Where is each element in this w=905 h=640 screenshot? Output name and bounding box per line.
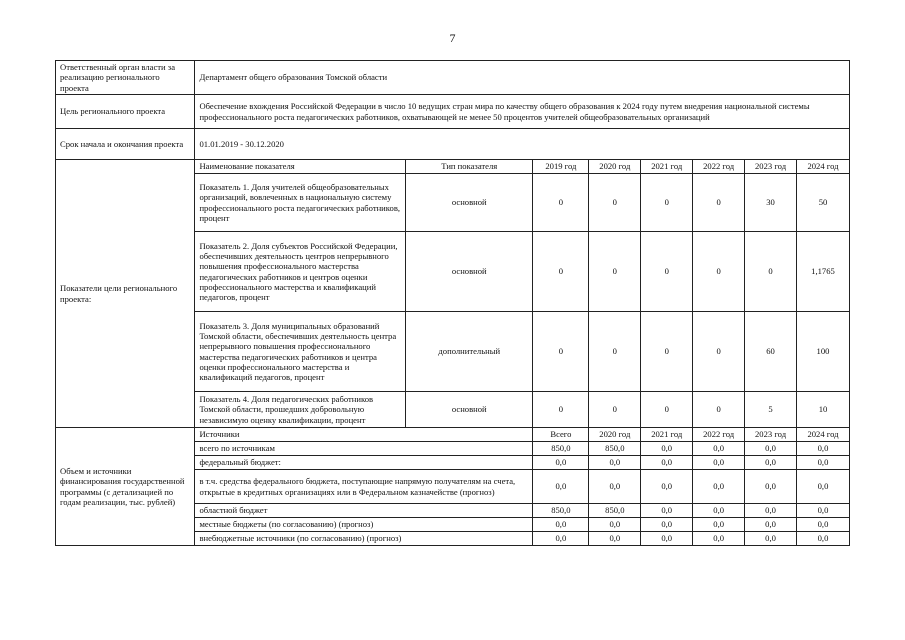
indicator-value: 0 — [693, 392, 745, 428]
indicator-value: 0 — [589, 312, 641, 392]
indicator-value: 0 — [693, 312, 745, 392]
indicator-value: 0 — [693, 174, 745, 232]
project-goal-value: Обеспечение вхождения Российской Федерации в число 10 ведущих стран мира по качеству общего образования к 2024 году путем внедрения национальной системы профессионального роста педагогических работников, охватывающей не менее 50 процентов учителей общеобразовательных организаций — [195, 95, 850, 129]
financing-value: 0,0 — [693, 504, 745, 518]
financing-value: 0,0 — [797, 504, 850, 518]
indicator-type: дополнительный — [406, 312, 533, 392]
indicator-type-header: Тип показателя — [406, 160, 533, 174]
financing-value: 0,0 — [797, 518, 850, 532]
financing-value: 0,0 — [745, 532, 797, 546]
financing-value: 0,0 — [589, 470, 641, 504]
financing-value: 0,0 — [589, 532, 641, 546]
responsible-body-row — [56, 61, 850, 95]
financing-value: 0,0 — [641, 518, 693, 532]
passport-table — [55, 60, 850, 546]
financing-value: 0,0 — [641, 456, 693, 470]
financing-header-row — [56, 428, 850, 442]
financing-value: 0,0 — [693, 532, 745, 546]
financing-value: 850,0 — [589, 442, 641, 456]
financing-value: 0,0 — [745, 470, 797, 504]
year-header: 2022 год — [693, 160, 745, 174]
project-period-label: Срок начала и окончания проекта — [56, 129, 195, 160]
financing-value: 0,0 — [641, 504, 693, 518]
page-number: 7 — [449, 31, 456, 45]
financing-column-header: 2021 год — [641, 428, 693, 442]
indicator-value: 60 — [745, 312, 797, 392]
indicator-value: 0 — [533, 232, 589, 312]
financing-column-header: 2024 год — [797, 428, 850, 442]
indicators-label: Показатели цели регионального проекта: — [56, 160, 195, 428]
table-body — [56, 61, 850, 546]
indicator-type: основной — [406, 174, 533, 232]
financing-value: 0,0 — [641, 442, 693, 456]
indicator-value: 10 — [797, 392, 850, 428]
indicator-value: 5 — [745, 392, 797, 428]
indicator-value: 1,1765 — [797, 232, 850, 312]
financing-value: 0,0 — [533, 470, 589, 504]
financing-value: 0,0 — [797, 532, 850, 546]
financing-source-name: федеральный бюджет: — [195, 456, 533, 470]
year-header: 2024 год — [797, 160, 850, 174]
indicator-value: 0 — [693, 232, 745, 312]
responsible-body-label: Ответственный орган власти за реализацию регионального проекта — [56, 61, 195, 95]
year-header: 2023 год — [745, 160, 797, 174]
indicator-type: основной — [406, 232, 533, 312]
indicator-value: 0 — [641, 392, 693, 428]
financing-value: 0,0 — [641, 532, 693, 546]
indicator-value: 0 — [533, 392, 589, 428]
indicator-name: Показатель 1. Доля учителей общеобразовательных организаций, вовлеченных в национальную систему профессионального роста педагогических работников, процент — [195, 174, 406, 232]
indicator-type: основной — [406, 392, 533, 428]
indicator-value: 0 — [641, 174, 693, 232]
financing-value: 0,0 — [745, 442, 797, 456]
financing-column-header: 2022 год — [693, 428, 745, 442]
financing-source-name: внебюджетные источники (по согласованию) (прогноз) — [195, 532, 533, 546]
financing-value: 0,0 — [797, 470, 850, 504]
financing-column-header: 2023 год — [745, 428, 797, 442]
indicator-value: 0 — [641, 232, 693, 312]
indicator-name: Показатель 2. Доля субъектов Российской Федерации, обеспечивших деятельность центров непрерывного повышения профессионального мастерства педагогических работников и центров оценки профессионального мастерства и квалификаций педагогов, процент — [195, 232, 406, 312]
financing-source-name: местные бюджеты (по согласованию) (прогноз) — [195, 518, 533, 532]
indicator-value: 0 — [745, 232, 797, 312]
project-period-value: 01.01.2019 - 30.12.2020 — [195, 129, 850, 160]
financing-value: 0,0 — [533, 532, 589, 546]
year-header: 2020 год — [589, 160, 641, 174]
financing-value: 0,0 — [533, 518, 589, 532]
financing-source-name: областной бюджет — [195, 504, 533, 518]
financing-value: 850,0 — [533, 504, 589, 518]
year-header: 2019 год — [533, 160, 589, 174]
indicator-name-header: Наименование показателя — [195, 160, 406, 174]
financing-value: 0,0 — [589, 518, 641, 532]
indicator-value: 0 — [533, 312, 589, 392]
financing-value: 0,0 — [797, 442, 850, 456]
indicator-value: 0 — [533, 174, 589, 232]
financing-column-header: 2020 год — [589, 428, 641, 442]
financing-value: 0,0 — [693, 456, 745, 470]
indicator-value: 0 — [589, 174, 641, 232]
financing-column-header: Всего — [533, 428, 589, 442]
indicator-value: 0 — [641, 312, 693, 392]
indicator-value: 50 — [797, 174, 850, 232]
financing-value: 0,0 — [745, 456, 797, 470]
project-goal-row — [56, 95, 850, 129]
indicator-value: 30 — [745, 174, 797, 232]
responsible-body-value: Департамент общего образования Томской области — [195, 61, 850, 95]
indicator-value: 0 — [589, 392, 641, 428]
financing-value: 0,0 — [589, 456, 641, 470]
financing-value: 0,0 — [745, 504, 797, 518]
financing-source-name: в т.ч. средства федерального бюджета, поступающие напрямую получателям на счета, открытые в кредитных организациях или в Федеральном казначействе (прогноз) — [195, 470, 533, 504]
financing-value: 0,0 — [693, 518, 745, 532]
financing-label: Объем и источники финансирования государственной программы (с детализацией по годам реализации, тыс. рублей) — [56, 428, 195, 546]
financing-value: 0,0 — [693, 470, 745, 504]
indicator-value: 0 — [589, 232, 641, 312]
financing-value: 0,0 — [533, 456, 589, 470]
year-header: 2021 год — [641, 160, 693, 174]
project-period-row — [56, 129, 850, 160]
financing-value: 0,0 — [693, 442, 745, 456]
indicator-value: 100 — [797, 312, 850, 392]
financing-value: 0,0 — [641, 470, 693, 504]
financing-value: 0,0 — [797, 456, 850, 470]
project-goal-label: Цель регионального проекта — [56, 95, 195, 129]
financing-value: 850,0 — [589, 504, 641, 518]
financing-value: 0,0 — [745, 518, 797, 532]
indicator-name: Показатель 3. Доля муниципальных образований Томской области, обеспечивших деятельность центра непрерывного повышения профессионального мастерства педагогических работников и центра оценки профессионального мастерства и квалификаций педагогов, процент — [195, 312, 406, 392]
financing-source-name: всего по источникам — [195, 442, 533, 456]
indicator-name: Показатель 4. Доля педагогических работников Томской области, прошедших добровольную независимую оценку квалификации, процент — [195, 392, 406, 428]
indicators-header-row — [56, 160, 850, 174]
source-header: Источники — [195, 428, 533, 442]
financing-value: 850,0 — [533, 442, 589, 456]
